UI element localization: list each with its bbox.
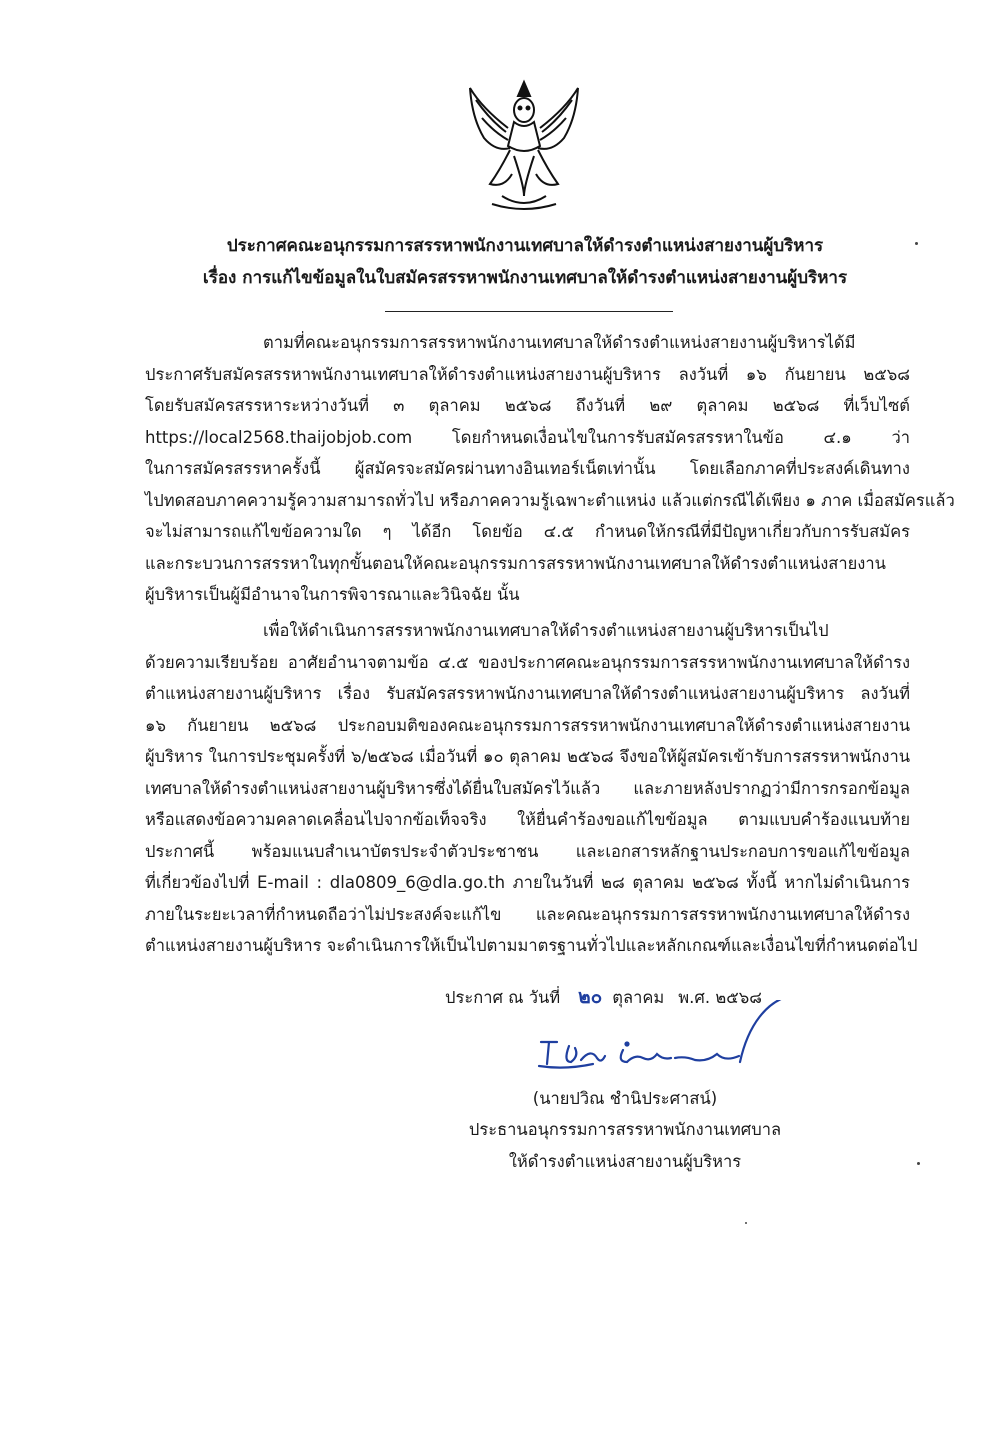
date-day: ๒๐	[578, 986, 603, 1008]
scan-speck	[915, 242, 918, 245]
paragraph-line: ผู้บริหารเป็นผู้มีอำนาจในการพิจารณาและวินิจฉัย นั้น	[145, 585, 520, 604]
paragraph-line: ตำแหน่งสายงานผู้บริหาร เรื่อง รับสมัครสรรหาพนักงานเทศบาลให้ดำรงตำแหน่งสายงานผู้บริหาร ลงวันที่	[145, 684, 910, 703]
paragraph-line: ภายในระยะเวลาที่กำหนดถือว่าไม่ประสงค์จะแก้ไข และคณะอนุกรรมการสรรหาพนักงานเทศบาลให้ดำรง	[145, 904, 910, 924]
paragraph-line: โดยรับสมัครสรรหาระหว่างวันที่ ๓ ตุลาคม ๒๕๖๘ ถึงวันที่ ๒๙ ตุลาคม ๒๕๖๘ ที่เว็บไซต์	[145, 396, 910, 415]
title-divider	[385, 311, 673, 312]
document-subject: เรื่อง การแก้ไขข้อมูลในใบสมัครสรรหาพนักงานเทศบาลให้ดำรงตำแหน่งสายงานผู้บริหาร	[202, 268, 848, 288]
paragraph-line: จะไม่สามารถแก้ไขข้อความใด ๆ ได้อีก โดยข้อ ๔.๕ กำหนดให้กรณีที่มีปัญหาเกี่ยวกับการรับสมัคร	[145, 522, 910, 541]
paragraph-line: ไปทดสอบภาคความรู้ความสามารถทั่วไป หรือภาคความรู้เฉพาะตำแหน่ง แล้วแต่กรณีได้เพียง ๑ ภาค เมื่อสมัครแล้ว	[145, 490, 955, 510]
paragraph-line: ประกาศนี้ พร้อมแนบสำเนาบัตรประจำตัวประชาชน และเอกสารหลักฐานประกอบการขอแก้ไขข้อมูล	[145, 841, 910, 861]
document-title: ประกาศคณะอนุกรรมการสรรหาพนักงานเทศบาลให้ดำรงตำแหน่งสายงานผู้บริหาร	[226, 236, 824, 256]
signatory-position-line1: ประธานอนุกรรมการสรรหาพนักงานเทศบาล	[468, 1120, 782, 1139]
date-month: ตุลาคม	[612, 988, 665, 1007]
date-year: พ.ศ. ๒๕๖๘	[678, 988, 762, 1007]
paragraph-line: ผู้บริหาร ในการประชุมครั้งที่ ๖/๒๕๖๘ เมื่อวันที่ ๑๐ ตุลาคม ๒๕๖๘ จึงขอให้ผู้สมัครเข้ารับการสรรหาพนักงาน	[145, 747, 910, 766]
paragraph-line: เพื่อให้ดำเนินการสรรหาพนักงานเทศบาลให้ดำรงตำแหน่งสายงานผู้บริหารเป็นไป	[263, 621, 829, 640]
paragraph-line: ประกาศรับสมัครสรรหาพนักงานเทศบาลให้ดำรงตำแหน่งสายงานผู้บริหาร ลงวันที่ ๑๖ กันยายน ๒๕๖๘	[145, 364, 910, 384]
paragraph-line: และกระบวนการสรรหาในทุกขั้นตอนให้คณะอนุกรรมการสรรหาพนักงานเทศบาลให้ดำรงตำแหน่งสายงาน	[145, 553, 886, 573]
date-prefix: ประกาศ ณ วันที่	[445, 988, 561, 1007]
garuda-emblem	[462, 78, 586, 212]
scan-speck	[745, 1222, 747, 1224]
signatory-name: (นายปวิณ ชำนิประศาสน์)	[532, 1089, 718, 1108]
handwritten-signature	[535, 1000, 815, 1080]
paragraph-line: เทศบาลให้ดำรงตำแหน่งสายงานผู้บริหารซึ่งได้ยื่นใบสมัครไว้แล้ว และภายหลังปรากฏว่ามีการกรอกข้อมูล	[145, 778, 910, 798]
paragraph-line: ในการสมัครสรรหาครั้งนี้ ผู้สมัครจะสมัครผ่านทางอินเทอร์เน็ตเท่านั้น โดยเลือกภาคที่ประสงค์เดินทาง	[145, 459, 910, 478]
signatory-position-line2: ให้ดำรงตำแหน่งสายงานผู้บริหาร	[508, 1152, 742, 1171]
paragraph-line: ๑๖ กันยายน ๒๕๖๘ ประกอบมติของคณะอนุกรรมการสรรหาพนักงานเทศบาลให้ดำรงตำแหน่งสายงาน	[145, 715, 910, 735]
paragraph-line: ตำแหน่งสายงานผู้บริหาร จะดำเนินการให้เป็นไปตามมาตรฐานทั่วไปและหลักเกณฑ์และเงื่อนไขที่กำหนดต่อไป	[145, 936, 918, 955]
scan-speck	[917, 1162, 920, 1165]
paragraph-1	[145, 327, 955, 611]
paragraph-line: ตามที่คณะอนุกรรมการสรรหาพนักงานเทศบาลให้ดำรงตำแหน่งสายงานผู้บริหารได้มี	[263, 333, 856, 352]
paragraph-line: https://local2568.thaijobjob.com โดยกำหนดเงื่อนไขในการรับสมัครสรรหาในข้อ ๔.๑ ว่า	[145, 427, 910, 447]
paragraph-2	[145, 615, 918, 962]
paragraph-line: ด้วยความเรียบร้อย อาศัยอำนาจตามข้อ ๔.๕ ของประกาศคณะอนุกรรมการสรรหาพนักงานเทศบาลให้ดำรง	[145, 652, 910, 672]
paragraph-line: หรือแสดงข้อความคลาดเคลื่อนไปจากข้อเท็จจริง ให้ยื่นคำร้องขอแก้ไขข้อมูล ตามแบบคำร้องแนบท้าย	[145, 810, 910, 829]
paragraph-line: ที่เกี่ยวข้องไปที่ E-mail : dla0809_6@dla.go.th ภายในวันที่ ๒๘ ตุลาคม ๒๕๖๘ ทั้งนี้ หากไม่ดำเนินการ	[145, 873, 910, 892]
